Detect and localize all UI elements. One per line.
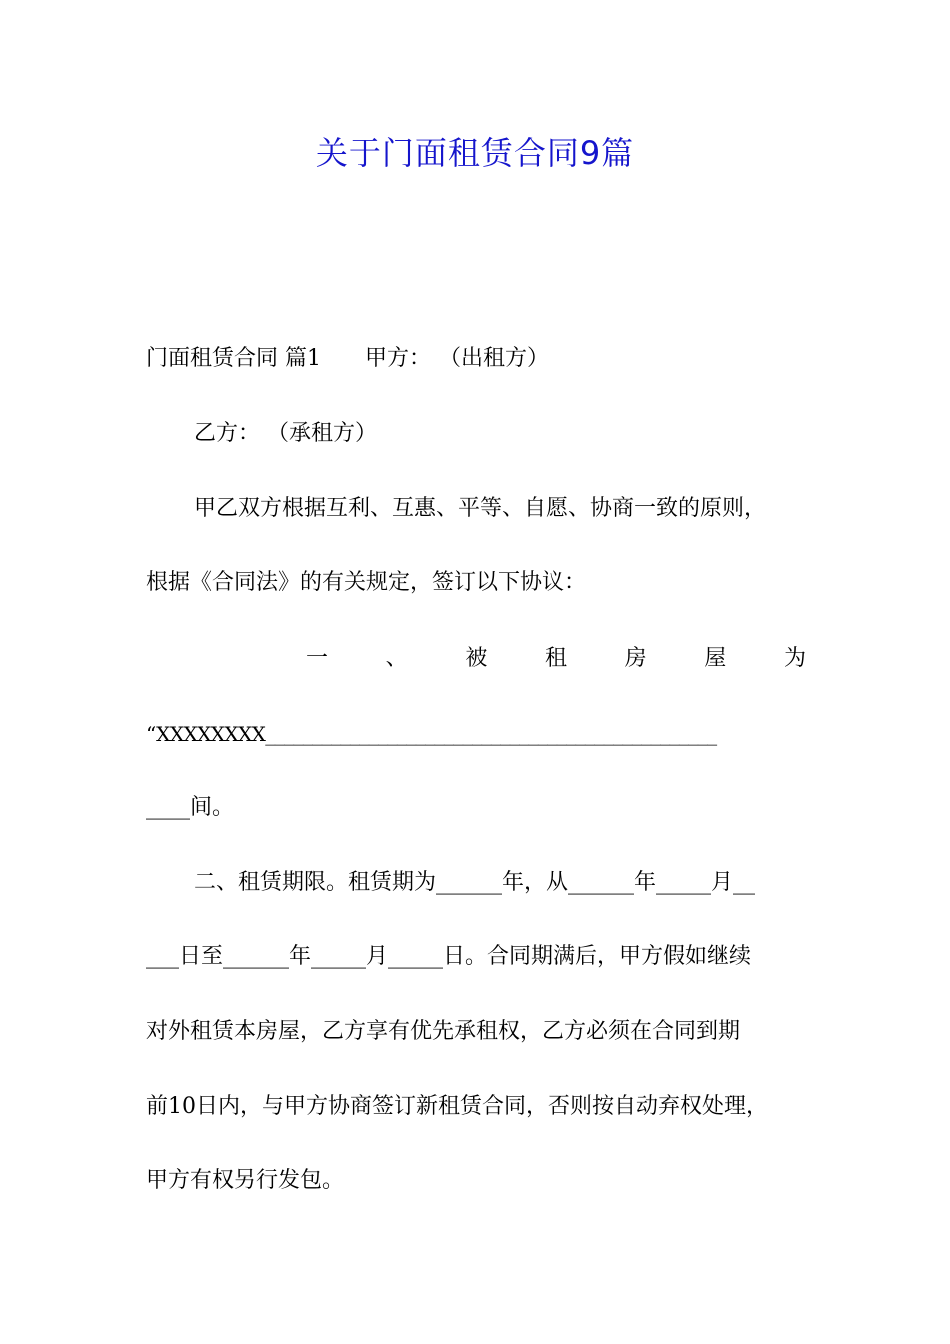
- clause-one-heading: [306, 644, 806, 674]
- paragraph-intro-line-2: 根据《合同法》的有关规定，签订以下协议：: [146, 570, 587, 595]
- spread-char: 被: [465, 646, 488, 671]
- contract-heading-line: [146, 344, 836, 374]
- contract-number: 门面租赁合同 篇1: [146, 346, 321, 371]
- party-a-role: （出租方）: [439, 346, 550, 371]
- party-b-line: 乙方： （承租方）: [194, 421, 377, 446]
- spread-char: 屋: [704, 646, 727, 671]
- clause-two-line-1: 二、租赁期限。租赁期为______年，从______年_____月__: [194, 870, 756, 895]
- clause-one-end-line: ____间。: [146, 795, 235, 820]
- clause-one-blank-line: “XXXXXXXX________________________________________________: [146, 722, 717, 746]
- spread-char: 、: [385, 646, 408, 671]
- clause-two-line-3: 对外租赁本房屋，乙方享有优先承租权，乙方必须在合同到期: [146, 1019, 741, 1044]
- clause-two-line-5: 甲方有权另行发包。: [146, 1168, 345, 1193]
- spread-char: 一: [306, 646, 329, 671]
- party-a-label: 甲方：: [365, 346, 432, 371]
- spread-char: 房: [624, 646, 647, 671]
- spread-char: 租: [544, 646, 567, 671]
- document-title: 关于门面租赁合同9篇: [315, 134, 635, 172]
- paragraph-intro-line-1: 甲乙双方根据互利、互惠、平等、自愿、协商一致的原则，: [194, 496, 767, 521]
- clause-two-line-2: ___日至______年_____月_____日。合同期满后，甲方假如继续: [146, 944, 752, 969]
- clause-two-line-4: 前10日内，与甲方协商签订新租赁合同，否则按自动弃权处理，: [146, 1094, 768, 1119]
- spread-char: 为: [783, 646, 806, 671]
